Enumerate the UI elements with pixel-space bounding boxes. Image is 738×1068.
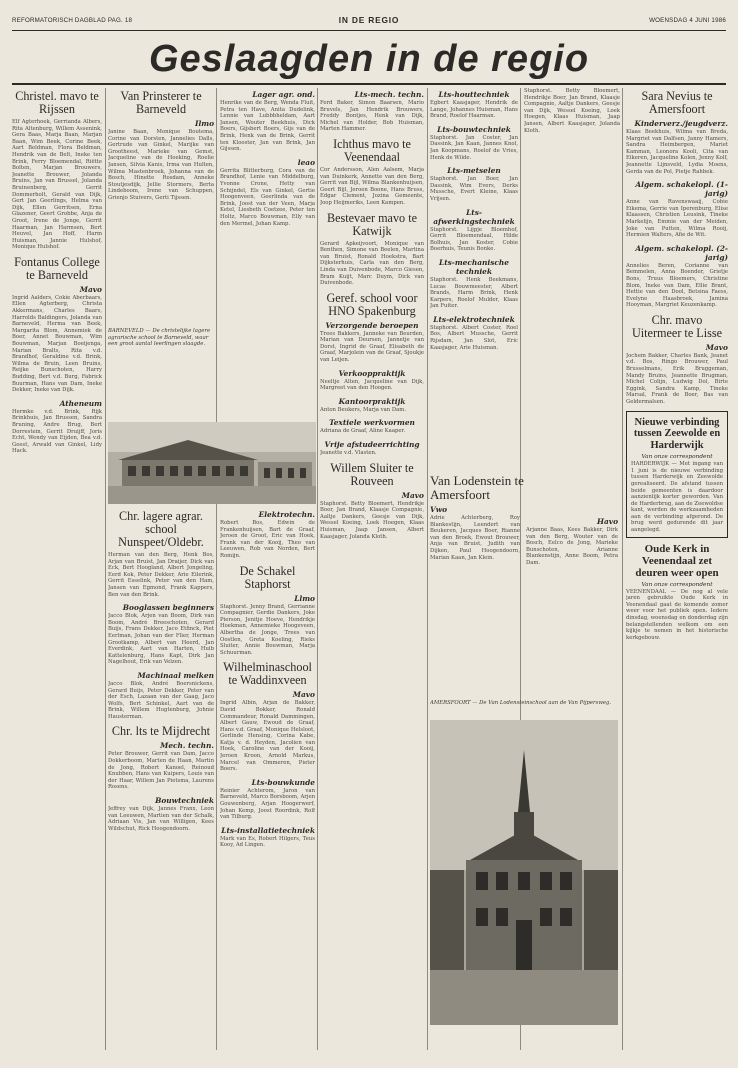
article-subheading: Verkooppraktijk bbox=[338, 368, 406, 378]
article-subheading: Algem. schakelopl. (1-jarig) bbox=[635, 180, 728, 199]
article-wilhelmina bbox=[220, 661, 315, 773]
article-willem bbox=[320, 462, 424, 541]
article-title: Chr. mavo Uitermeer te Lisse bbox=[631, 312, 722, 340]
article-subheading: Lts-mech. techn. bbox=[354, 90, 424, 99]
article-van-lodenstein bbox=[430, 472, 618, 644]
article-body: Neeltje Alten, Jacqueline van Dijk, Margreet van den Hoogen. bbox=[320, 378, 424, 392]
article-body: Mark van Es, Robert Hilgers, Teus Kooy, Ad Lingen. bbox=[220, 835, 315, 849]
article-body: Staphorst. Jan Coster, Jan Dassink, Jan Kaan, Jannes Knol, Jan Koopmans, Roelof de Vries, Henk de Wilde. bbox=[430, 134, 518, 161]
article-algem-2 bbox=[626, 244, 728, 309]
article-subheading: Mavo bbox=[705, 342, 728, 352]
photo-caption: BARNEVELD — De christelijke lagere agrarische school te Barneveld, waar een groot aantal leerlingen slaagde. bbox=[108, 328, 211, 348]
article-subheading: Lts-bouwtechniek bbox=[437, 124, 511, 134]
column-3 bbox=[220, 88, 315, 438]
article-title: Van Prinsterer te Barneveld bbox=[120, 89, 202, 116]
article-body: Elf Agterhoek, Gerrianda Albers, Rita Altenburg, Willem Assenink, Gera Baas, Marja Baan, Marjan Baan, Wim Beek, Corine Beek, Aart Beldman, Flora Beldman, Hendrik van de Belt, Ineke ten Brink, Ferry Bloemendal, Riëtte Bolten, Marjan Brouwers, Jeanette Brouwer, Jolanda Bruins, Jan van Brussel, Jolanda Bruinenberg, Gerrit Dommerholt, Gerald van Dijk, Gert Jan Geerlings, Helma van Dijk, Ellen Gerritsen, Erna Glazener, Geert Grobbe, Anja de Groot, Irene de Jonge, Gerrit Haarman, Jan Harmsen, Bert Heuvel, Jan Hoff, Harm Huisman, Jannie Hulshof, Monique Hulshof. bbox=[12, 119, 102, 251]
article-body: Peter Brouwer, Gerrit van Dam, Jacco Dokkerboom, Marten de Haan, Martin de Jong, Robert Kanoel, Reinoud Knubben, Hans van Kuipers, Louis van der Haar, Willem Jan Pietsma, Laurens Rosens. bbox=[108, 751, 214, 791]
article-body: Cor Andersson, Alen Aalsem, Marja van Duinkerk, Annette van den Berg, Gerrit van Bijl, Wilma Blankenhuijsen, Geert Bijl, Jeroen Boone, Hans Bruss, Edgar Clement, Jozina Gemeente, Joop Heijmeriks, Leen Kampen. bbox=[320, 166, 424, 206]
article-body: Jochem Bakker, Charles Bank, Jeanet v.d. Bos, Ringo Brouwer, Paul Brusselmans, Erik Bruggeman, Mandy Bruins, Jeannette Brugman, Michel Colijn, Ludwig Dol, Birte Eggink, Sandra Kamp, Tineke Marsal, Frank de Boer, Bas van Geldermalsen. bbox=[626, 352, 728, 406]
article-body: Egbert Kaasjager, Hendrik de Lange, Johannes Huisman, Hans Brand, Roelof Haarman. bbox=[430, 100, 518, 120]
article-body: Anne van Ravenswaaij, Cobie Eikema, Gerrie van Iperenburg, Elise Klaassen, Christien Leusink, Tineke Markelijn, Emmie van der Meiden, Joke van Putten, Wilma Rooij, Hermien Walters, Afie de Wit. bbox=[626, 199, 728, 239]
column-1 bbox=[12, 88, 102, 1050]
article-body: Annelies Beren, Corianne van Bemmelen, Anna Boender, Grietje Bons, Truus Bloemers, Christine Blom, Ineke van Dam, Ellie Brant, Hettie van den Dool, Betsina Faess, Evelyne Haasbroek, Jamina Hooyman, Margriet Keuzenkamp. bbox=[626, 262, 728, 309]
article-body: Staphorst. Henk Beekmans, Lucas Bouwmeester, Albert Brands, Harm Brink, Henk Karpers, Roelof Mulder, Klaas Jan Fuiter. bbox=[430, 276, 518, 310]
article-body: Hermke v.d. Brink, Rijk Brinkhuis, Jan Brussen, Sandra Bruning, Andre Brug, Bert Dorrestein, Gerrit Druijff, Joris Echt, Wendy van Eijden, Bea v.d. Geest, Arwald van Ginkel, Lidy Hack. bbox=[12, 408, 102, 455]
article-subheading: Van onze correspondent bbox=[641, 581, 713, 588]
column-3-lower bbox=[220, 508, 315, 1048]
photo-caption-amersfoort bbox=[430, 700, 618, 716]
article-title: Christel. mavo te Rijssen bbox=[15, 89, 99, 116]
article-body: Jacco Blok, Arjen van Boom, Dirk van Boom, André Breeschoten, Gerard Buijs, Frans Dekker, Jaco Etfinck, Piet Eerlman, Johan van der Flier, Herman Grootkamp, Albert van Heerd, Jan Everdink, Aart van Harten, Huib Kattelenburg, Hans Kapt, Dirk Jan Nagelhout, Erik van Velzen. bbox=[108, 613, 214, 666]
article-body: Henrike van de Berg, Wenda Fluit, Petra ten Have, Anita Dudelink, Lennie van Lubbbheldam, Aart Jansen, Wouter Beekhuis, Dick Boers, Gijsbert Boers, Gijs van de Brink, Henk van de Brink, Gerrit ten Klooster, Jan van Brink, Jan Gijssen. bbox=[220, 100, 315, 153]
header-rule bbox=[12, 30, 726, 31]
school-photo-amersfoort bbox=[430, 720, 618, 1025]
article-title: Van Lodenstein te Amersfoort bbox=[430, 473, 524, 502]
article-sara bbox=[626, 90, 728, 175]
issue-date: WOENSDAG 4 JUNI 1986 bbox=[649, 17, 726, 24]
article-geref bbox=[320, 292, 424, 364]
article-lager-agr bbox=[220, 90, 315, 153]
article-algem-1 bbox=[626, 180, 728, 239]
article-title: Chr. lagere agrar. school Nunspeet/Oldebr. bbox=[118, 509, 204, 549]
column-4 bbox=[320, 88, 424, 1050]
article-body: Trees Bakkers, Janneke van Beurden, Marian van Deursen, Jannetje van Dorst, Ingrid de Graaf, Elisabeth de Graaf, Marjolein van de Graaf, Sjoukje van Leijen. bbox=[320, 330, 424, 364]
article-subheading: Lts-metselen bbox=[447, 166, 501, 176]
article-body: Gerard Apkeijvoort, Monique van Benthen, Simone van Beelen, Martina van Bruist, Ronald Hoekstra, Bart Dijksterhuis, Carla van den Berg, Linda van Duivenbode, Marco Giesen, Bram Kuijt, Marc Duym, Dick van Duivenbode. bbox=[320, 240, 424, 287]
article-title: Willem Sluiter te Rouveen bbox=[330, 460, 414, 488]
article-installatie bbox=[220, 826, 315, 849]
article-subheading: Kantoorpraktijk bbox=[338, 396, 406, 406]
article-title: Ichthus mavo te Veenendaal bbox=[333, 136, 411, 164]
school-photo-barneveld bbox=[108, 422, 316, 504]
article-title: Geref. school voor HNO Spakenburg bbox=[326, 290, 418, 318]
article-title: Oude Kerk in Veenendaal zet deuren weer open bbox=[635, 542, 719, 579]
article-subheading: Lts-afwerkingstechniek bbox=[433, 207, 515, 226]
article-body: Anton Beukers, Marja van Dam. bbox=[320, 406, 407, 413]
article-bouwtechniek bbox=[108, 796, 214, 832]
article-ichthus bbox=[320, 138, 424, 207]
article-body: HARDERWIJK — Met ingang van 1 juni is de nieuwe verbinding tussen Harderwijk en Zeewolde gerealiseerd. De afstand tussen beide gemeenten is daardoor aanzienlijk korter geworden. Van de Harderbrug, aan de Zeewoldse kant, werden de werkzaamheden aan de verbinding afgerond. De brug werd gedurende dit jaar aangelegd. bbox=[631, 461, 723, 534]
article-lts-hout bbox=[430, 90, 518, 120]
article-body: Jeffrey van Dijk, Jannes Franx, Leon van Leeuwen, Martien van der Schalk, Adriaan Vis, Jan van Willigen, Kees Wildschut, Rick Hoogendoorn. bbox=[108, 806, 214, 832]
article-metaaltechniek bbox=[430, 258, 518, 310]
article-oude-kerk bbox=[626, 543, 728, 642]
article-vrije bbox=[320, 440, 424, 457]
article-textiel bbox=[320, 418, 424, 435]
article-subheading: Ilmo bbox=[194, 119, 214, 128]
article-title: Chr. lts te Mijdrecht bbox=[111, 724, 211, 739]
article-leao bbox=[220, 158, 315, 227]
article-booglassen bbox=[108, 603, 214, 666]
column-divider bbox=[427, 88, 428, 1050]
article-subheading: Elektrotechn. bbox=[258, 510, 315, 519]
article-subheading: Machinaal melken bbox=[137, 670, 214, 680]
article-subheading: Kinderverz./jeugdverz. bbox=[634, 119, 728, 128]
article-body: Arjanne Baas, Kees Bakker, Dirk van den Berg, Wouter van de Bosch, Eelco de Jong, Marieke Bunschoten, Arianne Blankenstijn, Anne Boom, Petra Dam. bbox=[526, 527, 618, 566]
column-divider bbox=[622, 88, 623, 1050]
article-title: Nieuwe verbinding tussen Zeewolde en Harderwijk bbox=[633, 416, 721, 451]
article-subheading: Mavo bbox=[79, 284, 102, 294]
page-headline: Geslaagden in de regio bbox=[148, 38, 590, 80]
article-elektro-r bbox=[430, 315, 518, 351]
article-subheading: Bouwtechniek bbox=[155, 796, 214, 806]
column-divider bbox=[216, 88, 217, 1050]
section-title: IN DE REGIO bbox=[338, 15, 400, 25]
article-subheading: Lts-mechanische techniek bbox=[439, 257, 509, 276]
article-christel bbox=[12, 90, 102, 251]
article-subheading: Algem. schakelopl. (2-jarig) bbox=[635, 243, 728, 262]
article-subheading: Vrije afstudeerrichting bbox=[324, 440, 420, 450]
article-body: Staphorst. Jan Boer, Jan Dassink, Wim Evers, Derks Mussche, Evert Kleine, Klaas Vrijsen. bbox=[430, 176, 518, 202]
article-body: Reinier Achterom, Jaron van Barneveld, Marco Borsboom, Arjen Gouwenberg, Arjan Hoogerwerf, Johan Kemp, Joost Roordink, Rolf van Tilburg. bbox=[220, 787, 315, 821]
article-body-continued: Staphorst. Betty Bloemert, Hendrikje Boer, Jan Brand, Klaasje Compagnie, Aaltje Dankers, Geesje van Dijk, Wessel Koeing, Loek Hoegen, Klaas Huisman, Jaap Jansen, Albert Kaasjager, Jolanda Kloth. bbox=[524, 88, 620, 134]
article-subheading: Lager agr. ond. bbox=[252, 90, 315, 99]
article-title: Wilhelminaschool te Waddinxveen bbox=[223, 660, 312, 688]
article-body: Klaas Beekhuis, Wilma van Breda, Margriet van Dalfsen, Janny Hamers, Sandra Heimbergen, Mariet Kamman, Leonora Kooli, Cita van Eikeren, Jacqueline Kolen, Jenny Kolf, Jeannette Lijnsveld, Lydia Moens, Gerda van de Pol, Pietje Rahbek. bbox=[626, 129, 728, 175]
article-body: VEENENDAAL — De nog al vele jaren gebruikte Oude Kerk in Veenendaal gaat de komende zomer weer voor het publiek open. Iedere dinsdag, woensdag en donderdag zijn belangstellenden welkom om een kijkje te nemen in het historische kerkgebouw. bbox=[626, 588, 728, 641]
column-7 bbox=[626, 88, 728, 1050]
article-title: De Schakel Staphorst bbox=[239, 563, 296, 591]
article-title: Fontanus College te Barneveld bbox=[14, 254, 100, 282]
article-body: Robert Bos, Edwin de Frankenhuijsen, Bart de Graaf, Jeroen de Groot, Eric van Hoek, Frank van der Kooij, Theo van Leeuwen, Rob van Norden, Bert Romijn. bbox=[220, 520, 315, 559]
article-nieuwe-verbinding bbox=[626, 411, 728, 538]
article-subheading: Textiele werkvormen bbox=[329, 418, 415, 428]
article-machinaal bbox=[108, 671, 214, 721]
newspaper-name: REFORMATORISCH DAGBLAD PAG. 18 bbox=[12, 17, 133, 24]
article-body: Adriana de Graaf, Aline Kaaper. bbox=[320, 428, 406, 435]
article-body: Herman van den Berg, Henk Bos, Arjan van Bruist, Jan Draijer, Dick van Eck, Bert Hoogland, Albert Jongeling, Eerd Kok, Peter Dekker, Arie Eilerink, Gerrit Esselink, Peter van den Ham, Jansen van Egmond, Frank Kappers, Ben van den Brink. bbox=[108, 552, 214, 598]
article-body: Staphorst. Lijpje Bloemhof, Gerrit Bloemendaal, Hilde Bolhuis, Jan Koster, Cobie Boerhuis, Teunis Bonke. bbox=[430, 226, 518, 253]
column-2-lower bbox=[108, 508, 214, 1048]
article-van-prinsterer bbox=[108, 90, 214, 202]
article-subheading: Lts-houttechniek bbox=[438, 90, 510, 99]
article-body: Adrie Achterberg, Roy Blankestijn, Leendert van Beukeren, Jacques Boer, Rianne van den Broek, Ewout Brouwer, Anja van Bruist, Judith van Dijken, Paul Hoogendoorn, Marian Kaan, Jan Klein. bbox=[430, 515, 520, 561]
headline-rule bbox=[12, 83, 726, 85]
article-de-schakel bbox=[220, 565, 315, 657]
article-lts-bouwkunde bbox=[220, 778, 315, 821]
article-subheading: Mavo bbox=[401, 490, 424, 500]
article-bestevaer bbox=[320, 212, 424, 287]
article-body: Ferd Baker, Simon Baarsen, Mario Bruvels, Jan Hendrik Brouwers, Freddy Bontjes, Henk van Dijk, Michel van Holder, Bob Huisman, Marten Hammer. bbox=[320, 100, 424, 133]
page-header bbox=[12, 14, 726, 28]
article-bouwtechniek-r bbox=[430, 125, 518, 161]
column-divider bbox=[317, 88, 318, 1050]
article-chr-lts bbox=[108, 725, 214, 791]
article-body: Staphorst. Betty Bloemert, Hendrikje Boer, Jan Brand, Klaasje Compagnie, Aaltje Dankers, Geesje van Dijk, Wessel Koeing, Loek Hoegen, Klaas Huisman, Jaap Jansen, Albert Kaasjager, Jolanda Kloth. bbox=[320, 500, 424, 540]
article-body: Gerrita Blitterburg, Cora van de Brandhof, Lenie van Middelburg, Yvonne Crone, Hetty van Schijndel, Els van Ginkel, Gertie Hoogenveen, Geerlinda van de Brink, Joost van der Veen, Marja Ketel, Liesbeth Coetzee, Peter ten Holtz, Marco Bouwman, Elly van den Mermel, Johan Kamp. bbox=[220, 167, 315, 227]
article-subheading: Vwo bbox=[430, 505, 448, 514]
article-subheading: Lts-bouwkunde bbox=[251, 777, 315, 787]
article-subheading: Booglassen beginners bbox=[122, 603, 214, 613]
article-title: Bestevaer mavo te Katwijk bbox=[326, 210, 417, 238]
photo-caption: AMERSFOORT — De Van Lodensteinschool aan de Van Pijpersweg. bbox=[430, 700, 612, 706]
article-metselen bbox=[430, 166, 518, 202]
article-atheneum bbox=[12, 399, 102, 455]
article-subheading: Van onze correspondent bbox=[641, 454, 713, 461]
article-body: Staphorst. Jenny Brand, Gerrianne Compagnier, Gerdie Dankers, Joke Pierson, Jenitje Hoeve, Hendrikje Hoekman, Annemieke Hoogeveen, Albertha de Jonge, Trees van Oostlen, Greta Koeling, Rieks Sluiter, Annie Bouwman, Marja Schuurman. bbox=[220, 603, 315, 656]
article-subheading: Lts-elektrotechniek bbox=[433, 314, 515, 324]
article-fontanus bbox=[12, 256, 102, 394]
article-subheading: Llmo bbox=[294, 593, 315, 603]
article-subheading: Verzorgende beroepen bbox=[325, 320, 419, 330]
article-elektrotechn bbox=[220, 510, 315, 560]
column-5 bbox=[430, 88, 518, 468]
article-kantoor bbox=[320, 397, 424, 414]
article-subheading: Atheneum bbox=[59, 398, 102, 408]
article-title: Sara Nevius te Amersfoort bbox=[641, 89, 713, 116]
article-subheading: Lts-installatietechniek bbox=[221, 825, 315, 835]
column-6 bbox=[524, 88, 620, 468]
article-mavo-uitermeer bbox=[626, 314, 728, 406]
article-afwerking bbox=[430, 208, 518, 253]
article-body: Jacco Blok, André Boersnickens, Gerard Buijs, Peter Dekker, Peter van der Esch, Lazaan van der Gaag, Jaco Wolfs, Bert Schinkel, Aart van de Brink, Willem Hugtenburg, Johnie Hausterman. bbox=[108, 680, 214, 720]
article-lts-mech bbox=[320, 90, 424, 133]
article-subheading: Mech. techn. bbox=[160, 741, 214, 751]
column-divider bbox=[105, 88, 106, 1050]
article-subheading: leao bbox=[297, 157, 315, 167]
article-body: Janine Baan, Monique Boutema, Corine van Dorsten, Jannelies Dalls, Gertrude van Ginkel, Marijke van Grootheest, Marieke van Gemst, Jacqueline van de Hoeking, Roelie Jansen, Silvia Kanis, Irma van Hulten, Wilma Mastenbroek, Johanna van de Bosch, Hinette Rosdam, Anneke Stoutjesdijk, Jellie Stormers, Berta Lindeboom, Irene van Schuppen, Grienjo Stuivers, Gerti Tijssen. bbox=[108, 129, 214, 201]
article-subheading: Mavo bbox=[292, 690, 315, 700]
article-body: Jeanette v.d. Vlasten. bbox=[320, 450, 377, 457]
article-body: Staphorst. Albert Coster, Roel Bos, Albert Mussche, Gerrit Rijsdam, Jan Slot, Eric Kaasjager, Arie Huisman. bbox=[430, 324, 518, 351]
article-subheading: Havo bbox=[597, 517, 618, 526]
article-chr-lagere bbox=[108, 510, 214, 598]
article-verkooppraktijk bbox=[320, 369, 424, 392]
column-2 bbox=[108, 88, 214, 438]
article-body: Ingrid Albin, Arjan de Bakker, David Bokker, Ronald Commandeur, Ronald Dammingen, Albert Gauw, Ewoud de Graaf, Hans v.d. Graaf, Monique Helsloot, Gerlinde Hensing, Corina Kabe, Katja v. d. Heyden, Jacolien van Hoek, Caroline van der Kooij, Jeroen Kroon, Arnold Markus, Marcel van Ommeren, Pieter Boers. bbox=[220, 700, 315, 773]
article-body: Ingrid Aalders, Cokie Aberbaars, Ellen Agterberg, Christa Akkermans, Charles Baars, Harrolds Baldingers, Jolanda van Barneveld, Herma van Beek, Margarita Blom, Annemiek de Boer, Annet Bouwman, Wim Bouwman, Marjan Boeijenga, Marian Bralts, Rita v.d. Brandhof, Geraldine v.d. Brink, Wilma de Bruin, Leen Bruins, Reijke Bunschoten, Harry Budding, Bert v.d. Burg, Fabrick Buurman, Hans van Dam, Ineke Dekker, Ineke van Dijk. bbox=[12, 294, 102, 394]
